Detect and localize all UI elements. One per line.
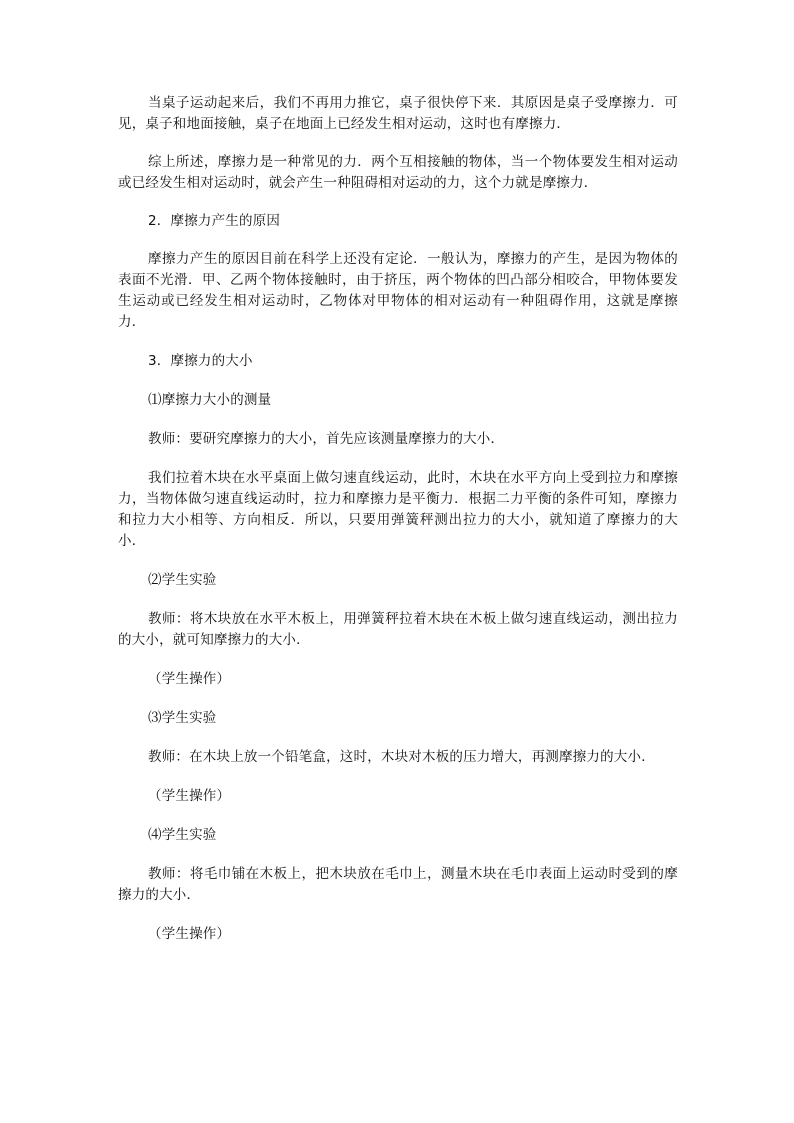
paragraph-teacher-experiment-2: 教师：将木块放在水平木板上，用弹簧秤拉着木块在木板上做匀速直线运动，测出拉力的大小，就可知摩擦力的大小． bbox=[118, 611, 678, 648]
paragraph-teacher-experiment-3: 教师：在木块上放一个铅笔盒，这时，木块对木板的压力增大，再测摩擦力的大小． bbox=[148, 749, 655, 765]
paragraph-teacher-experiment-4: 教师：将毛巾铺在木板上，把木块放在毛巾上，测量木块在毛巾表面上运动时受到的摩擦力的大小． bbox=[118, 866, 678, 903]
paragraph-student-operation-1: （学生操作） bbox=[148, 671, 231, 687]
paragraph-balance: 我们拉着木块在水平桌面上做匀速直线运动，此时，木块在水平方向上受到拉力和摩擦力，当物体做匀速直线运动时，拉力和摩擦力是平衡力．根据二力平衡的条件可知，摩擦力和拉力大小相等、方向相反．所以，只要用弹簧秤测出拉力的大小，就知道了摩擦力的大小． bbox=[118, 470, 678, 549]
subheading-measurement: ⑴摩擦力大小的测量 bbox=[148, 392, 272, 408]
paragraph-cause: 摩擦力产生的原因目前在科学上还没有定论．一般认为，摩擦力的产生，是因为物体的表面不光滑．甲、乙两个物体接触时，由于挤压，两个物体的凹凸部分相咬合，甲物体要发生运动或已经发生相对运动时，乙物体对甲物体的相对运动有一种阻碍作用，这就是摩擦力． bbox=[118, 251, 678, 330]
document-body bbox=[118, 93, 678, 945]
heading-magnitude: 3．摩擦力的大小 bbox=[148, 353, 253, 369]
paragraph-teacher-measure: 教师：要研究摩擦力的大小，首先应该测量摩擦力的大小． bbox=[148, 431, 505, 447]
heading-cause: 2．摩擦力产生的原因 bbox=[148, 213, 281, 229]
paragraph-friction-stop: 当桌子运动起来后，我们不再用力推它，桌子很快停下来．其原因是桌子受摩擦力．可见，桌子和地面接触，桌子在地面上已经发生相对运动，这时也有摩擦力． bbox=[118, 95, 678, 132]
subheading-experiment-4: ⑷学生实验 bbox=[148, 827, 217, 843]
paragraph-student-operation-2: （学生操作） bbox=[148, 788, 231, 804]
subheading-experiment-3: ⑶学生实验 bbox=[148, 710, 217, 726]
paragraph-summary: 综上所述，摩擦力是一种常见的力．两个互相接触的物体，当一个物体要发生相对运动或已经发生相对运动时，就会产生一种阻碍相对运动的力，这个力就是摩擦力． bbox=[118, 154, 678, 191]
subheading-experiment-2: ⑵学生实验 bbox=[148, 572, 217, 588]
paragraph-student-operation-3: （学生操作） bbox=[148, 926, 231, 942]
